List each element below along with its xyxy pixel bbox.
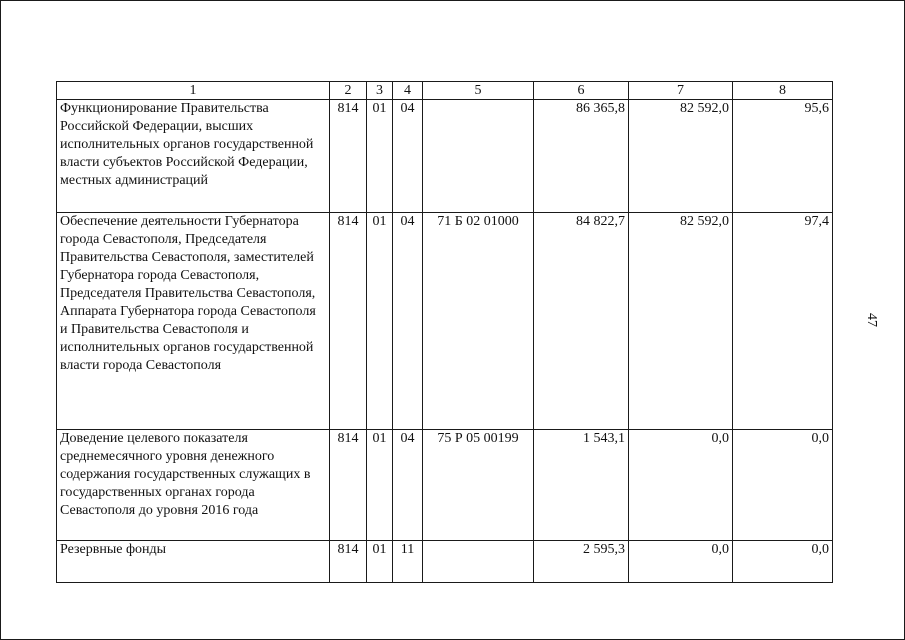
header-col-8: 8 [733,82,833,100]
page-number: 47 [864,313,879,327]
header-col-7: 7 [629,82,733,100]
header-col-6: 6 [534,82,629,100]
header-col-3: 3 [367,82,393,100]
row-value-6: 2 595,3 [534,541,629,583]
row-subsection: 04 [393,430,423,541]
header-col-4: 4 [393,82,423,100]
row-code: 814 [330,430,367,541]
row-value-8: 95,6 [733,100,833,213]
row-target-article [423,100,534,213]
row-value-7: 82 592,0 [629,213,733,430]
row-section: 01 [367,100,393,213]
row-code: 814 [330,541,367,583]
row-value-8: 0,0 [733,430,833,541]
header-col-1: 1 [57,82,330,100]
row-target-article: 71 Б 02 01000 [423,213,534,430]
row-name: Резервные фонды [57,541,330,583]
table-header-row [57,82,833,100]
row-value-8: 0,0 [733,541,833,583]
row-target-article [423,541,534,583]
row-name: Доведение целевого показателя среднемесячного уровня денежного содержания государственных служащих в государственных органах города Севастополя до уровня 2016 года [57,430,330,541]
row-code: 814 [330,213,367,430]
row-name: Обеспечение деятельности Губернатора города Севастополя, Председателя Правительства Севастополя, заместителей Губернатора города Севастополя, Председателя Правительства Севастополя, Аппарата Губернатора города Севастополя и Правительства Севастополя и исполнительных органов государственной власти города Севастополя [57,213,330,430]
row-section: 01 [367,213,393,430]
row-value-7: 0,0 [629,541,733,583]
header-col-5: 5 [423,82,534,100]
table-row [57,541,833,583]
row-section: 01 [367,541,393,583]
row-value-6: 1 543,1 [534,430,629,541]
budget-table [56,81,833,583]
row-target-article: 75 Р 05 00199 [423,430,534,541]
row-code: 814 [330,100,367,213]
row-value-6: 84 822,7 [534,213,629,430]
header-col-2: 2 [330,82,367,100]
row-value-6: 86 365,8 [534,100,629,213]
table-row [57,430,833,541]
table-row [57,213,833,430]
row-value-8: 97,4 [733,213,833,430]
table-row [57,100,833,213]
row-section: 01 [367,430,393,541]
row-subsection: 11 [393,541,423,583]
row-name: Функционирование Правительства Российской Федерации, высших исполнительных органов государственной власти субъектов Российской Федерации, местных администраций [57,100,330,213]
row-subsection: 04 [393,213,423,430]
row-value-7: 82 592,0 [629,100,733,213]
row-value-7: 0,0 [629,430,733,541]
row-subsection: 04 [393,100,423,213]
